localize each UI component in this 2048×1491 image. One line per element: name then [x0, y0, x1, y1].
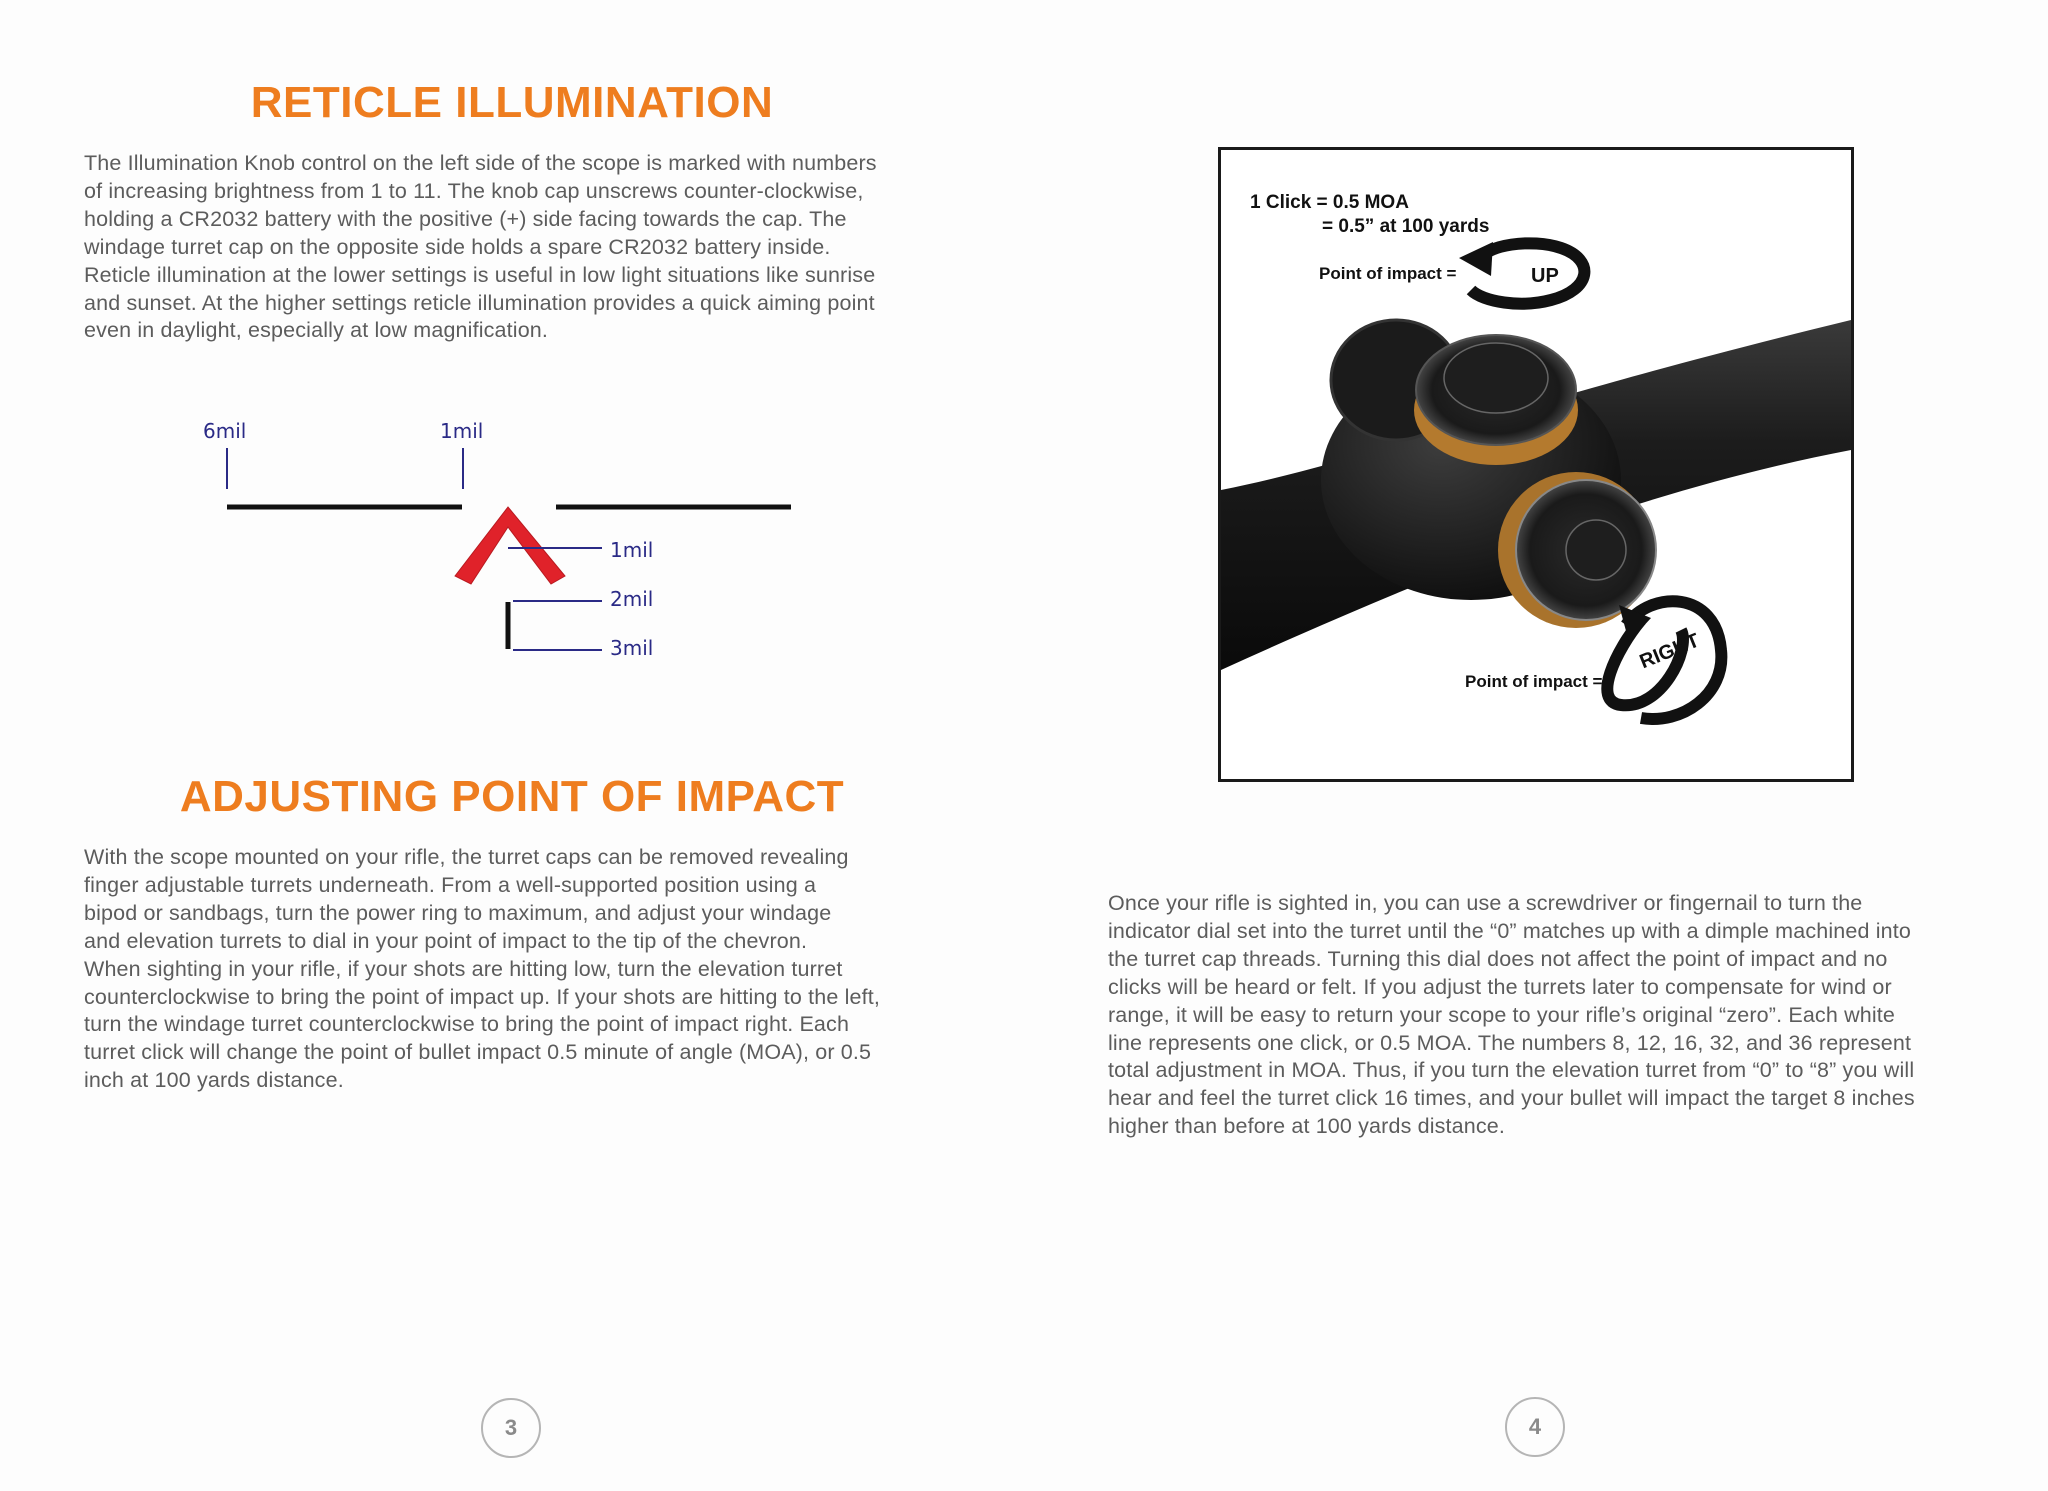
heading-reticle-illumination: RETICLE ILLUMINATION [250, 78, 774, 127]
paragraph-adjusting-point-of-impact: With the scope mounted on your rifle, the turret caps can be removed revealing finger adjustable turrets underneath. From a well-supported position using a bipod or sandbags, turn the power ring to maximum, and adjust your windage and elevation turrets to dial in your point of impact to the tip of the chevron. When sighting in your rifle, if your shots are hitting low, turn the elevation turret counterclockwise to bring the point of impact up. If your shots are hitting to the left, turn the windage turret counterclockwise to bring the point of impact right. Each turret click will change the point of bullet impact 0.5 minute of angle (MOA), or 0.5 inch at 100 yards distance. [84, 845, 880, 1093]
click-line-1: 1 Click = 0.5 MOA [1250, 192, 1409, 213]
page-number: 3 [481, 1398, 541, 1458]
page-number-right: 4 [1505, 1397, 1565, 1457]
poi-right-label: Point of impact = [1465, 672, 1603, 691]
poi-up-label: Point of impact = [1319, 264, 1457, 283]
click-line-2: = 0.5” at 100 yards [1322, 216, 1490, 237]
up-label: UP [1531, 265, 1559, 287]
paragraph-indicator-dial: Once your rifle is sighted in, you can use a screwdriver or fingernail to turn the indicator dial set into the turret until the “0” matches up with a dimple machined into the turret cap threads. Turning this dial does not affect the point of impact and no clicks will be heard or felt. If you adjust the turrets later to compensate for wind or range, it will be easy to return your scope to your rifle’s original “zero”. Each white line represents one click, or 0.5 MOA. The numbers 8, 12, 16, 32, and 36 represent total adjustment in MOA. Thus, if you turn the elevation turret from “0” to “8” you will hear and feel the turret click 16 times, and your bullet will impact the target 8 inches higher than before at 100 yards distance. [1108, 891, 1915, 1139]
reticle-svg [0, 0, 1024, 720]
paragraph-reticle-illumination: The Illumination Knob control on the left side of the scope is marked with numbers of increasing brightness from 1 to 11. The knob cap unscrews counter-clockwise, holding a CR2032 battery with the positive (+) side facing towards the cap. The windage turret cap on the opposite side holds a spare CR2032 battery inside. Reticle illumination at the lower settings is useful in low light situations like sunrise and sunset. At the higher settings reticle illumination provides a quick aiming point even in daylight, especially at low magnification. [84, 151, 877, 343]
label-3mil: 3mil [610, 636, 654, 660]
heading-adjusting-point-of-impact: ADJUSTING POINT OF IMPACT [179, 772, 845, 821]
scope-turret-figure [1218, 147, 1854, 782]
right-label: RIGHT [1636, 629, 1703, 674]
label-1mil: 1mil [610, 538, 654, 562]
label-6mil: 6mil [203, 419, 247, 443]
label-1mil-top: 1mil [440, 419, 484, 443]
red-chevron [455, 507, 565, 584]
label-2mil: 2mil [610, 587, 654, 611]
